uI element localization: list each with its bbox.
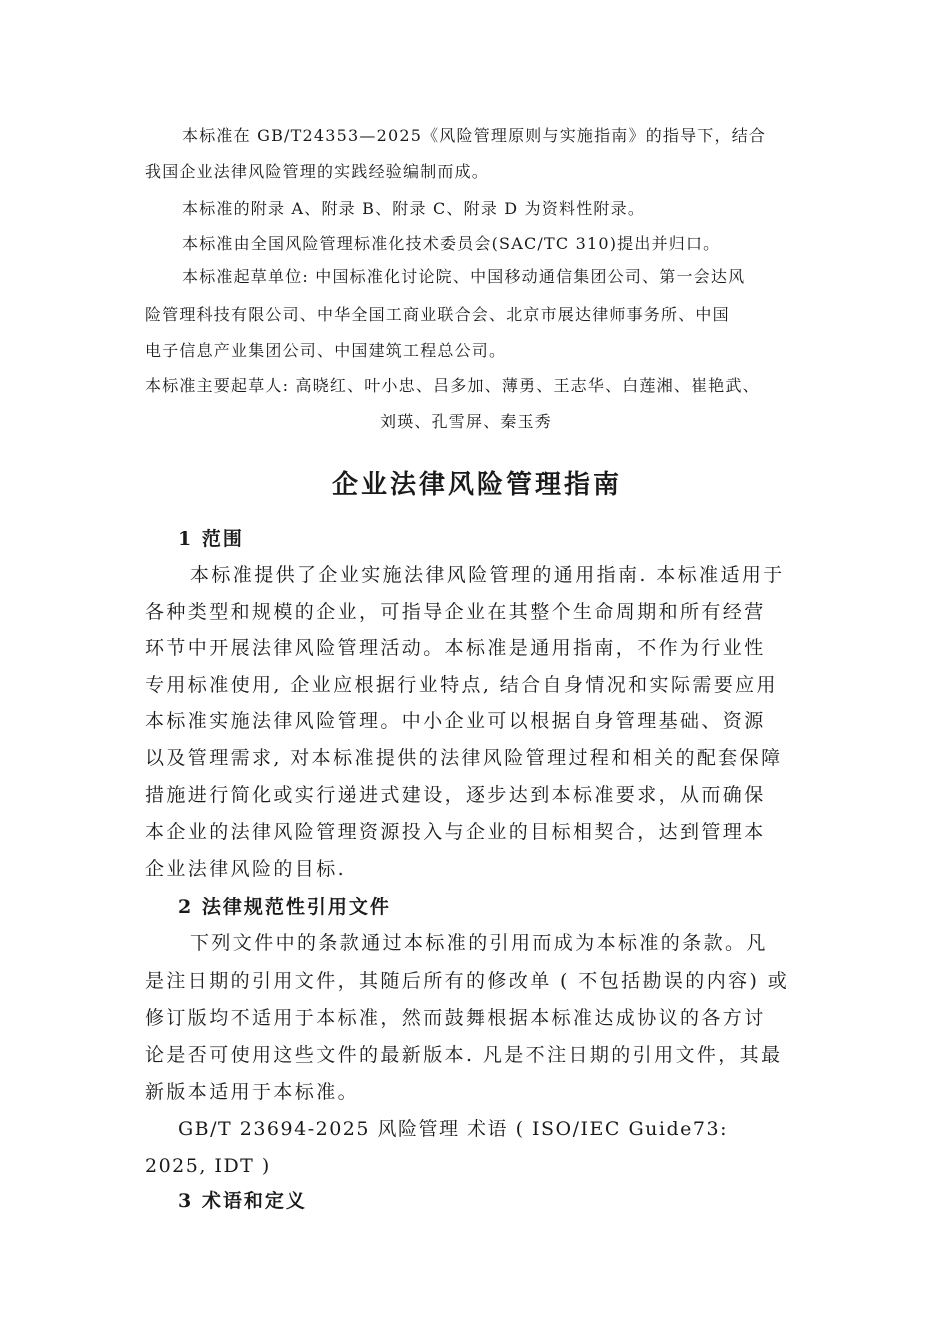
section-1-line: 专用标准使用, 企业应根据行业特点, 结合自身情况和实际需要应用 xyxy=(145,674,778,696)
foreword-drafters-line-1: 本标准主要起草人: 高晓红、叶小忠、吕多加、薄勇、王志华、白莲湘、崔艳武、 xyxy=(145,376,760,395)
foreword-paragraph-4-line-2: 险管理科技有限公司、中华全国工商业联合会、北京市展达律师事务所、中国 xyxy=(145,305,730,324)
foreword-drafters-line-2: 刘瑛、孔雪屏、秦玉秀 xyxy=(380,412,553,431)
section-1-line: 环节中开展法律风险管理活动。本标准是通用指南，不作为行业性 xyxy=(145,637,766,659)
document-title: 企业法律风险管理指南 xyxy=(332,470,623,500)
section-2-line: 是注日期的引用文件，其随后所有的修改单 ( 不包括勘误的内容) 或 xyxy=(145,970,790,992)
section-1-line: 各种类型和规模的企业，可指导企业在其整个生命周期和所有经营 xyxy=(145,601,766,623)
section-1-heading: 1 范围 xyxy=(178,528,244,550)
normative-reference-line-1: GB/T 23694-2025 风险管理 术语 ( ISO/IEC Guide73: xyxy=(178,1118,728,1140)
section-3-heading: 3 术语和定义 xyxy=(178,1190,307,1212)
section-1-line: 本企业的法律风险管理资源投入与企业的目标相契合，达到管理本 xyxy=(145,821,766,843)
foreword-paragraph-3: 本标准由全国风险管理标准化技术委员会(SAC/TC 310)提出并归口。 xyxy=(182,234,721,253)
section-1-line: 本标准实施法律风险管理。中小企业可以根据自身管理基础、资源 xyxy=(145,710,766,732)
section-1-line: 措施进行简化或实行递进式建设，逐步达到本标准要求，从而确保 xyxy=(145,784,766,806)
foreword-paragraph-2: 本标准的附录 A、附录 B、附录 C、附录 D 为资料性附录。 xyxy=(182,199,646,218)
foreword-paragraph-1-line-1: 本标准在 GB/T24353—2025《风险管理原则与实施指南》的指导下，结合 xyxy=(182,126,767,145)
foreword-paragraph-4-line-3: 电子信息产业集团公司、中国建筑工程总公司。 xyxy=(145,341,507,360)
section-2-line: 下列文件中的条款通过本标准的引用而成为本标准的条款。凡 xyxy=(190,932,768,954)
normative-reference-line-2: 2025, IDT ) xyxy=(145,1155,271,1177)
foreword-paragraph-1-line-2: 我国企业法律风险管理的实践经验编制而成。 xyxy=(145,162,490,181)
section-1-line: 以及管理需求, 对本标准提供的法律风险管理过程和相关的配套保障 xyxy=(145,747,783,769)
section-2-line: 修订版均不适用于本标准，然而鼓舞根据本标准达成协议的各方讨 xyxy=(145,1007,766,1029)
section-2-heading: 2 法律规范性引用文件 xyxy=(178,896,391,918)
section-2-line: 论是否可使用这些文件的最新版本. 凡是不注日期的引用文件，其最 xyxy=(145,1044,783,1066)
foreword-paragraph-4-line-1: 本标准起草单位: 中国标准化讨论院、中国移动通信集团公司、第一会达风 xyxy=(182,267,746,286)
section-2-line: 新版本适用于本标准。 xyxy=(145,1081,360,1103)
section-1-line: 本标准提供了企业实施法律风险管理的通用指南. 本标准适用于 xyxy=(190,564,785,586)
section-1-line: 企业法律风险的目标. xyxy=(145,858,347,880)
